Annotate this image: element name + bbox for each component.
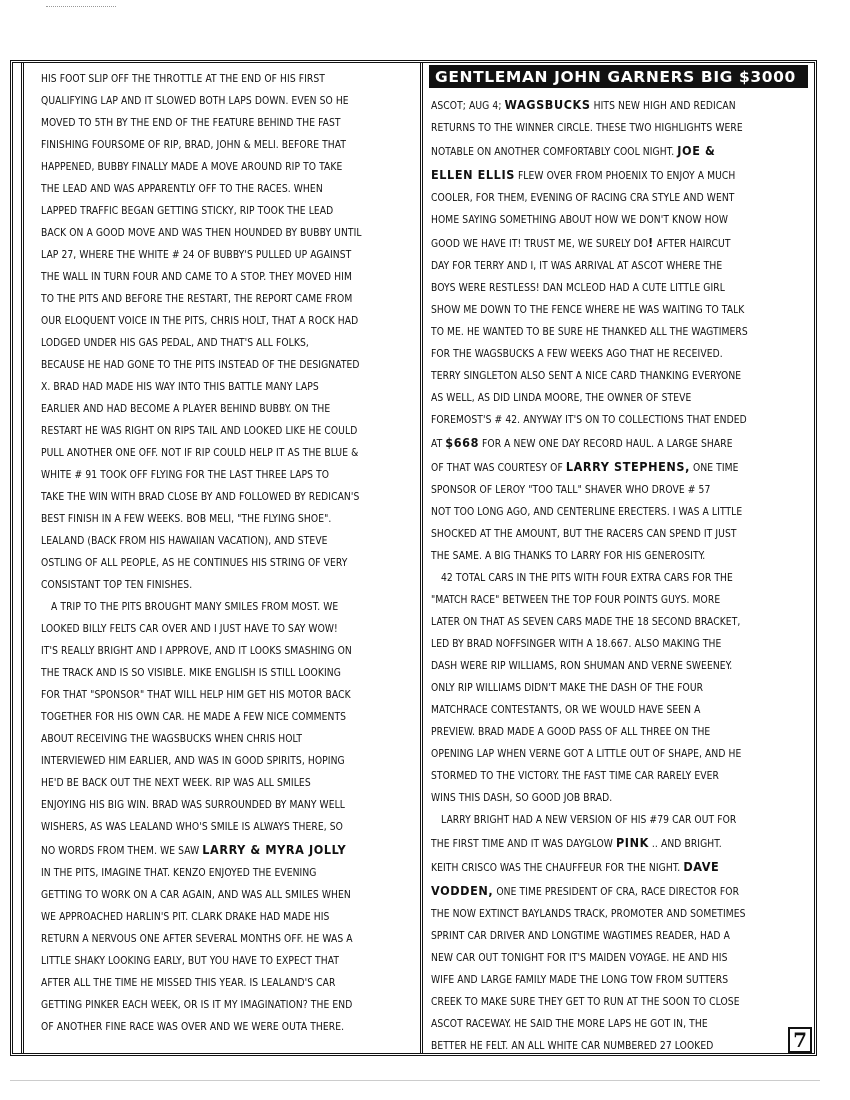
text-line: CONSISTANT TOP TEN FINISHES. bbox=[41, 580, 193, 591]
bottom-edge-rule bbox=[10, 1080, 820, 1081]
text-line: FINISHING FOURSOME OF RIP, BRAD, JOHN & MELI. BEFORE THAT bbox=[41, 140, 347, 151]
text-line: TAKE THE WIN WITH BRAD CLOSE BY AND FOLLOWED BY REDICAN'S bbox=[41, 492, 360, 503]
text-line: OF ANOTHER FINE RACE WAS OVER AND WE WERE OUTA THERE. bbox=[41, 1022, 345, 1033]
text-line: OUR ELOQUENT VOICE IN THE PITS, CHRIS HOLT, THAT A ROCK HAD bbox=[41, 316, 359, 327]
text-line: LODGED UNDER HIS GAS PEDAL, AND THAT'S ALL FOLKS, bbox=[41, 338, 309, 349]
text-line: RETURN A NERVOUS ONE AFTER SEVERAL MONTHS OFF. HE WAS A bbox=[41, 934, 353, 945]
right-column bbox=[425, 63, 816, 1053]
text-line: A TRIP TO THE PITS BROUGHT MANY SMILES FROM MOST. WE bbox=[51, 602, 339, 613]
text-line: GETTING TO WORK ON A CAR AGAIN, AND WAS ALL SMILES WHEN bbox=[41, 890, 351, 901]
text-line: THE WALL IN TURN FOUR AND CAME TO A STOP. THEY MOVED HIM bbox=[41, 272, 352, 283]
right-column-text: ASCOT; AUG 4; WAGSBUCKS HITS NEW HIGH AND REDICAN RETURNS TO THE WINNER CIRCLE. THESE TWO HIGHLIGHTS WERE NOTABLE ON ANOTHER COMFORTABLY COOL NIGHT. JOE & ELLEN ELLIS FLEW OVER FROM PHOENIX TO ENJOY A MUCH COOLER, FOR THEM, EVENING OF RACING CRA STYLE AND WENT HOME SAYING SOMETHING ABOUT HOW WE DON'T KNOW HOW GOOD WE HAVE IT! TRUST ME, WE SURELY DO! AFTER HAIRCUT DAY FOR TERRY AND I, IT WAS ARRIVAL AT ASCOT WHERE THE BOYS WERE RESTLESS! DAN MCLEOD HAD A CUTE LITTLE GIRL SHOW ME DOWN TO THE FENCE WHERE HE WAS WAITING TO TALK TO ME. HE WANTED TO BE SURE HE THANKED ALL THE WAGTIMERS FOR THE WAGSBUCKS A FEW WEEKS AGO THAT HE RECEIVED. TERRY SINGLETON ALSO SENT A NICE CARD THANKING EVERYONE AS WELL, AS DID LINDA MOORE, THE OWNER OF STEVE FOREMOST'S # 42. ANYWAY IT'S ON TO COLLECTIONS THAT ENDED AT $668 FOR A NEW ONE DAY RECORD HAUL. A LARGE SHARE OF THAT WAS COURTESY OF LARRY STEPHENS, ONE TIME SPONSOR OF LEROY "TOO TALL" SHAVER WHO DROVE # 57 NOT TOO LONG AGO, AND CENTERLINE ERECTERS. I WAS A LITTLE SHOCKED AT THE AMOUNT, BUT THE RACERS CAN SPEND IT JUST THE SAME. A BIG THANKS TO LARRY FOR HIS GENEROSITY. 42 TOTAL CARS IN THE PITS WITH FOUR EXTRA CARS FOR THE "MATCH RACE" BETWEEN THE TOP FOUR POINTS GUYS. MORE LATER ON THAT AS SEVEN CARS MADE THE 18 SECOND BRACKET, LED BY BRAD NOFFSINGER WITH A 18.667. ALSO MAKING THE DASH WERE RIP WILLIAMS, RON SHUMAN AND VERNE SWEENEY. ONLY RIP WILLIAMS DIDN'T MAKE THE DASH OF THE FOUR MATCHRACE CONTESTANTS, OR WE WOULD HAVE SEEN A PREVIEW. BRAD MADE A GOOD PASS OF ALL THREE ON THE OPENING LAP WHEN VERNE GOT A LITTLE OUT OF SHAPE, AND HE STORMED TO THE VICTORY. THE FAST TIME CAR RARELY EVER WINS THIS DASH, SO GOOD JOB BRAD. LARRY BRIGHT HAD A NEW VERSION OF HIS #79 CAR OUT FOR THE FIRST TIME AND IT WAS DAYGLOW PINK .. AND BRIGHT. KEITH CRISCO WAS THE CHAUFFEUR FOR THE NIGHT. DAVE VODDEN, ONE TIME PRESIDENT OF CRA, RACE DIRECTOR FOR THE NOW EXTINCT BAYLANDS TRACK, PROMOTER AND SOMETIMES SPRINT CAR DRIVER AND LONGTIME WAGTIMES READER, HAD A NEW CAR OUT TONIGHT FOR IT'S MAIDEN VOYAGE. HE AND HIS WIFE AND LARGE FAMILY MADE THE LONG TOW FROM SUTTERS CREEK TO MAKE SURE THEY GET TO RUN AT THE SOON TO CLOSE ASCOT RACEWAY. HE SAID THE MORE LAPS HE GOT IN, THE BETTER HE FELT. AN ALL WHITE CAR NUMBERED 27 LOOKED bbox=[431, 97, 748, 1052]
text-line: HIS FOOT SLIP OFF THE THROTTLE AT THE END OF HIS FIRST bbox=[41, 74, 326, 85]
text-line: ENJOYING HIS BIG WIN. BRAD WAS SURROUNDED BY MANY WELL bbox=[41, 800, 346, 811]
text-line: FOR THAT "SPONSOR" THAT WILL HELP HIM GET HIS MOTOR BACK bbox=[41, 690, 351, 701]
text-line: HAPPENED, BUBBY FINALLY MADE A MOVE AROUND RIP TO TAKE bbox=[41, 162, 343, 173]
text-line: QUALIFYING LAP AND IT SLOWED BOTH LAPS DOWN. EVEN SO HE bbox=[41, 96, 349, 107]
text-line: OSTLING OF ALL PEOPLE, AS HE CONTINUES HIS STRING OF VERY bbox=[41, 558, 348, 569]
text-line: BEST FINISH IN A FEW WEEKS. BOB MELI, "THE FLYING SHOE". bbox=[41, 514, 332, 525]
text-line: WE APPROACHED HARLIN'S PIT. CLARK DRAKE HAD MADE HIS bbox=[41, 912, 330, 923]
article-headline: GENTLEMAN JOHN GARNERS BIG $3000 bbox=[429, 65, 808, 88]
text-line: X. BRAD HAD MADE HIS WAY INTO THIS BATTLE MANY LAPS bbox=[41, 382, 319, 393]
left-column bbox=[13, 63, 423, 1053]
text-line: TO THE PITS AND BEFORE THE RESTART, THE REPORT CAME FROM bbox=[41, 294, 353, 305]
text-line: LAPPED TRAFFIC BEGAN GETTING STICKY, RIP TOOK THE LEAD bbox=[41, 206, 334, 217]
text-line: LOOKED BILLY FELTS CAR OVER AND I JUST HAVE TO SAY WOW! bbox=[41, 624, 338, 635]
text-line: TOGETHER FOR HIS OWN CAR. HE MADE A FEW NICE COMMENTS bbox=[41, 712, 347, 723]
text-line: IT'S REALLY BRIGHT AND I APPROVE, AND IT LOOKS SMASHING ON bbox=[41, 646, 352, 657]
text-line: INTERVIEWED HIM EARLIER, AND WAS IN GOOD SPIRITS, HOPING bbox=[41, 756, 345, 767]
text-line: RESTART HE WAS RIGHT ON RIPS TAIL AND LOOKED LIKE HE COULD bbox=[41, 426, 358, 437]
text-line: LEALAND (BACK FROM HIS HAWAIIAN VACATION), AND STEVE bbox=[41, 536, 328, 547]
scan-mark bbox=[46, 0, 116, 7]
text-line: IN THE PITS, IMAGINE THAT. KENZO ENJOYED THE EVENING bbox=[41, 868, 317, 879]
text-line: PULL ANOTHER ONE OFF. NOT IF RIP COULD HELP IT AS THE BLUE & bbox=[41, 448, 359, 459]
text-line: ABOUT RECEIVING THE WAGSBUCKS WHEN CHRIS HOLT bbox=[41, 734, 303, 745]
text-line: THE LEAD AND WAS APPARENTLY OFF TO THE RACES. WHEN bbox=[41, 184, 323, 195]
text-line: EARLIER AND HAD BECOME A PLAYER BEHIND BUBBY. ON THE bbox=[41, 404, 331, 415]
text-line: WISHERS, AS WAS LEALAND WHO'S SMILE IS ALWAYS THERE, SO bbox=[41, 822, 343, 833]
text-line: LITTLE SHAKY LOOKING EARLY, BUT YOU HAVE TO EXPECT THAT bbox=[41, 956, 340, 967]
text-line: BACK ON A GOOD MOVE AND WAS THEN HOUNDED BY BUBBY UNTIL bbox=[41, 228, 362, 239]
text-line: AFTER ALL THE TIME HE MISSED THIS YEAR. IS LEALAND'S CAR bbox=[41, 978, 336, 989]
text-line: THE TRACK AND IS SO VISIBLE. MIKE ENGLISH IS STILL LOOKING bbox=[41, 668, 341, 679]
text-line: WHITE # 91 TOOK OFF FLYING FOR THE LAST THREE LAPS TO bbox=[41, 470, 330, 481]
page-number: 7 bbox=[788, 1027, 812, 1053]
text-line: NO WORDS FROM THEM. WE SAW LARRY & MYRA JOLLY bbox=[41, 842, 347, 857]
text-line: GETTING PINKER EACH WEEK, OR IS IT MY IMAGINATION? THE END bbox=[41, 1000, 353, 1011]
text-line: MOVED TO 5TH BY THE END OF THE FEATURE BEHIND THE FAST bbox=[41, 118, 341, 129]
text-line: LAP 27, WHERE THE WHITE # 24 OF BUBBY'S PULLED UP AGAINST bbox=[41, 250, 352, 261]
page-frame bbox=[10, 60, 817, 1056]
text-line: BECAUSE HE HAD GONE TO THE PITS INSTEAD OF THE DESIGNATED bbox=[41, 360, 360, 371]
text-line: HE'D BE BACK OUT THE NEXT WEEK. RIP WAS ALL SMILES bbox=[41, 778, 311, 789]
